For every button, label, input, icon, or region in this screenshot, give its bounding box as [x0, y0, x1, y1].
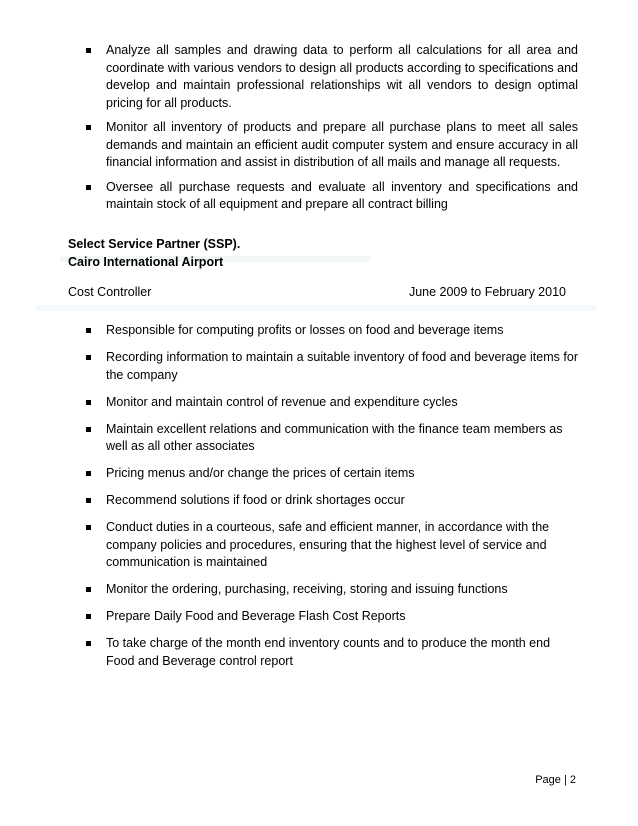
company-location: Cairo International Airport — [68, 254, 224, 269]
list-item-text: Analyze all samples and drawing data to perform all calculations for all area and coordinate with various vendors to design all products according to specifications and develop and maintain professional relationships wit all vendors to design optimal pricing for all products. — [106, 43, 578, 110]
square-bullet-icon — [86, 641, 91, 646]
list-item — [68, 179, 578, 214]
list-item — [68, 519, 578, 572]
list-item — [68, 492, 578, 510]
company-name: Select Service Partner (SSP). — [68, 237, 241, 251]
list-item-text: Monitor the ordering, purchasing, receiving, storing and issuing functions — [106, 582, 508, 596]
role-title: Cost Controller — [68, 285, 152, 299]
role-row — [68, 284, 566, 301]
previous-role-duties-list — [68, 42, 578, 221]
list-item — [68, 581, 578, 599]
list-item-text: Responsible for computing profits or losses on food and beverage items — [106, 323, 504, 337]
square-bullet-icon — [86, 614, 91, 619]
page-number: Page | 2 — [535, 774, 576, 786]
square-bullet-icon — [86, 185, 91, 190]
role-dates: June 2009 to February 2010 — [408, 285, 566, 299]
list-item-text: Recommend solutions if food or drink shortages occur — [106, 493, 405, 507]
square-bullet-icon — [86, 498, 91, 503]
square-bullet-icon — [86, 471, 91, 476]
list-item-text: Maintain excellent relations and communication with the finance team members as well as all other associates — [106, 421, 563, 453]
list-item — [68, 635, 578, 670]
square-bullet-icon — [86, 125, 91, 130]
list-item-text: Prepare Daily Food and Beverage Flash Cost Reports — [106, 609, 406, 623]
shading-band — [36, 305, 596, 311]
square-bullet-icon — [86, 48, 91, 53]
list-item — [68, 421, 578, 456]
square-bullet-icon — [86, 587, 91, 592]
list-item-text: Recording information to maintain a suitable inventory of food and beverage items for the company — [106, 350, 578, 382]
cost-controller-duties-list — [68, 322, 578, 680]
list-item-text: Pricing menus and/or change the prices of certain items — [106, 466, 415, 480]
square-bullet-icon — [86, 525, 91, 530]
list-item — [68, 119, 578, 172]
list-item — [68, 608, 578, 626]
list-item-text: Oversee all purchase requests and evaluate all inventory and specifications and maintain stock of all equipment and prepare all contract billing — [106, 179, 578, 211]
company-header — [68, 236, 368, 271]
list-item — [68, 394, 578, 412]
list-item-text: Monitor all inventory of products and prepare all purchase plans to meet all sales demands and maintain an efficient audit computer system and ensure accuracy in all financial information and assist in distribution of all mails and manage all requests. — [106, 120, 578, 169]
square-bullet-icon — [86, 328, 91, 333]
square-bullet-icon — [86, 427, 91, 432]
list-item-text: Monitor and maintain control of revenue and expenditure cycles — [106, 394, 458, 409]
list-item — [68, 349, 578, 384]
list-item — [68, 465, 578, 483]
square-bullet-icon — [86, 355, 91, 360]
list-item-text: Conduct duties in a courteous, safe and efficient manner, in accordance with the company policies and procedures, ensuring that the highest level of service and communication is maintained — [106, 520, 550, 569]
list-item — [68, 42, 578, 112]
list-item-text: To take charge of the month end inventory counts and to produce the month end Food and Beverage control report — [106, 636, 551, 668]
square-bullet-icon — [86, 400, 91, 405]
list-item — [68, 322, 578, 340]
